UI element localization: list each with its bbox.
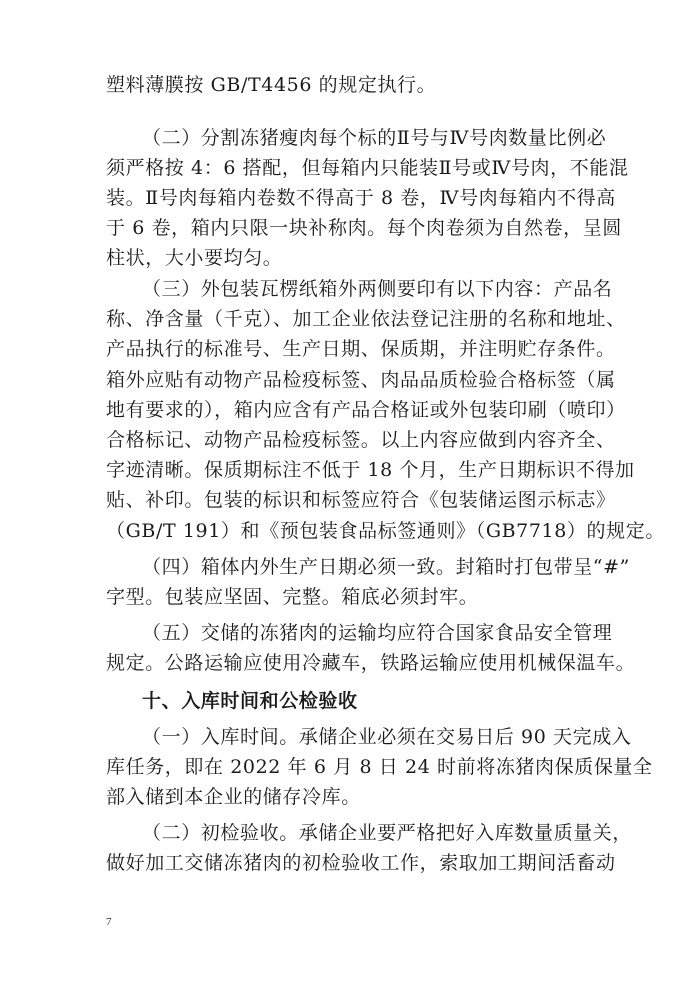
- page-number: 7: [106, 916, 112, 928]
- text-line: 称、净含量（千克）、加工企业依法登记注册的名称和地址、: [106, 308, 626, 330]
- paragraph-7-line: （二）初检验收。承储企业要严格把好入库数量质量关，: [142, 822, 633, 844]
- paragraph-6-line: （一）入库时间。承储企业必须在交易日后 90 天完成入: [142, 726, 632, 748]
- text-line: 柱状，大小要均匀。: [106, 247, 283, 269]
- text-line: 箱外应贴有动物产品检疫标签、肉品品质检验合格标签（属: [106, 369, 616, 391]
- text-line: 规定。公路运输应使用冷藏车，铁路运输应使用机械保温车。: [106, 652, 636, 674]
- text-line: 于 6 卷，箱内只限一块补称肉。每个肉卷须为自然卷，呈圆: [106, 217, 622, 239]
- text-line: 须严格按 4：6 搭配，但每箱内只能装Ⅱ号或Ⅳ号肉，不能混: [106, 157, 629, 179]
- section-heading: 十、入库时间和公检验收: [142, 690, 358, 712]
- text-line: 合格标记、动物产品检疫标签。以上内容应做到内容齐全、: [106, 429, 616, 451]
- paragraph-5-line: （五）交储的冻猪肉的运输均应符合国家食品安全管理: [142, 622, 613, 644]
- text-line: 产品执行的标准号、生产日期、保质期，并注明贮存条件。: [106, 338, 616, 360]
- text-line: 字型。包装应坚固、完整。箱底必须封牢。: [106, 586, 479, 608]
- text-line: 地有要求的），箱内应含有产品合格证或外包装印刷（喷印）: [106, 399, 626, 421]
- paragraph-2-line: （二）分割冻猪瘦肉每个标的Ⅱ号与Ⅳ号肉数量比例必: [142, 127, 607, 149]
- text-line: 库任务，即在 2022 年 6 月 8 日 24 时前将冻猪肉保质保量全: [106, 756, 653, 778]
- paragraph-4-line: （四）箱体内外生产日期必须一致。封箱时打包带呈“#”: [142, 556, 630, 578]
- paragraph-3-line: （三）外包装瓦楞纸箱外两侧要印有以下内容：产品名: [142, 278, 613, 300]
- text-line: 塑料薄膜按 GB/T4456 的规定执行。: [106, 74, 437, 96]
- text-line: （GB/T 191）和《预包装食品标签通则》（GB7718）的规定。: [106, 520, 665, 542]
- text-line: 部入储到本企业的储存冷库。: [106, 786, 361, 808]
- text-line: 装。Ⅱ号肉每箱内卷数不得高于 8 卷，Ⅳ号肉每箱内不得高: [106, 187, 616, 209]
- text-line: 字迹清晰。保质期标注不低于 18 个月，生产日期标识不得加: [106, 459, 635, 481]
- text-line: 做好加工交储冻猪肉的初检验收工作，索取加工期间活畜动: [106, 852, 616, 874]
- text-line: 贴、补印。包装的标识和标签应符合《包装储运图示标志》: [106, 489, 616, 511]
